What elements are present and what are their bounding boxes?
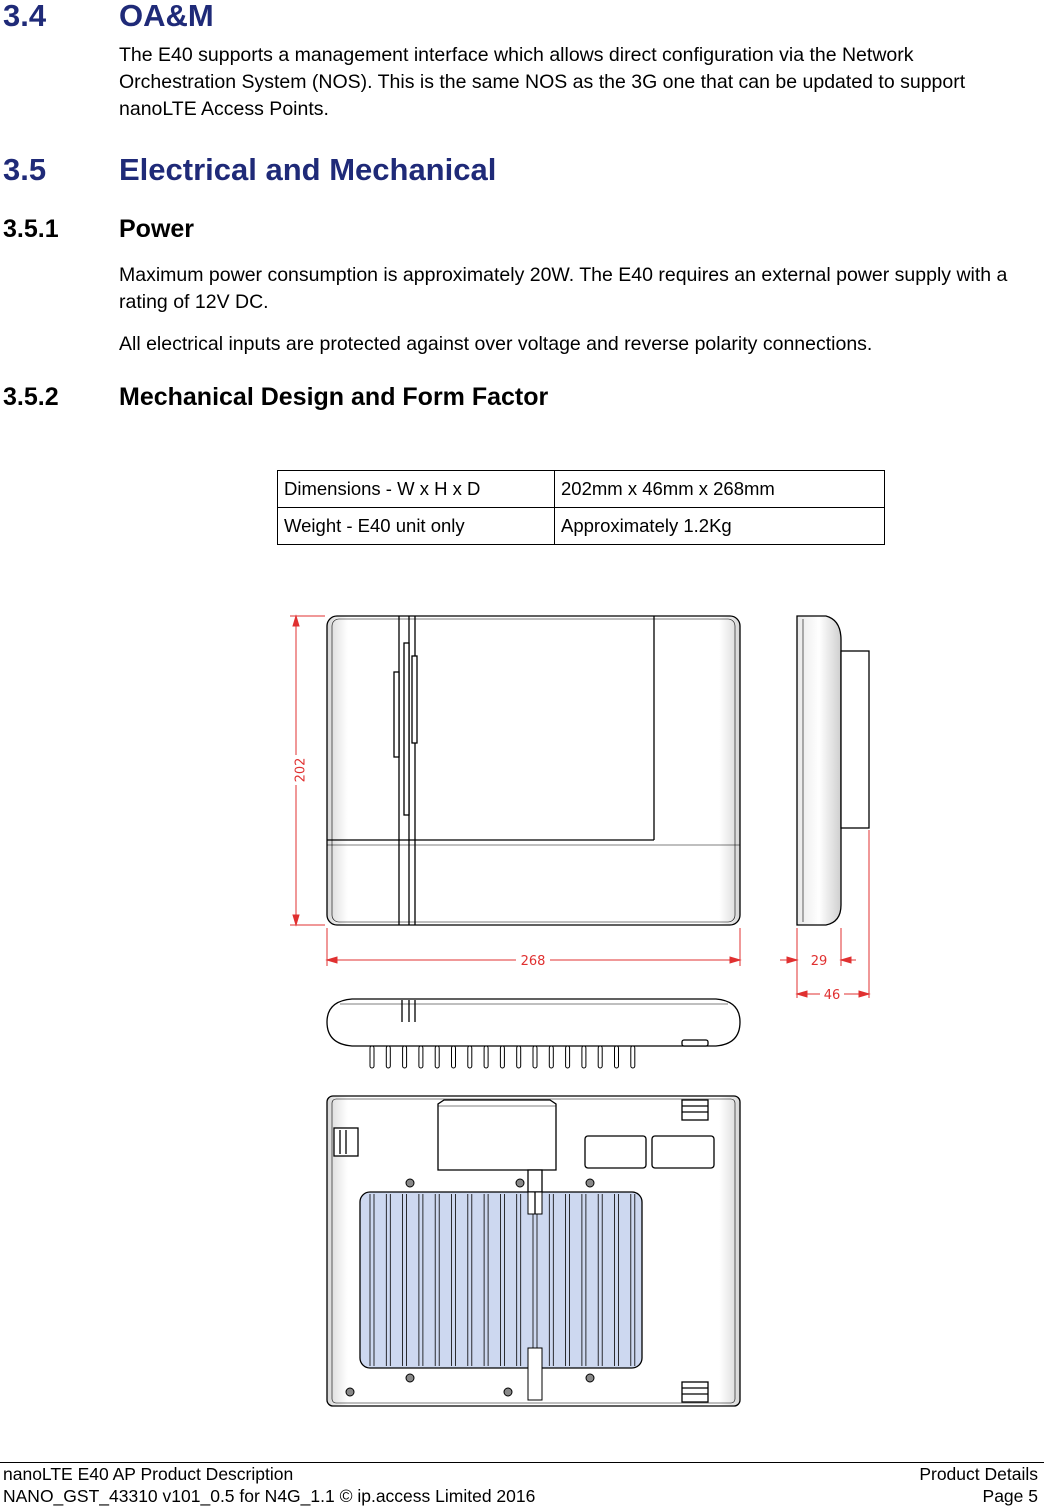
screw [586,1179,594,1187]
screw [586,1374,594,1382]
heatsink-fin [631,1046,635,1068]
heatsink-fin [370,1046,374,1068]
dimension-label-depth-total: 46 [823,988,841,1003]
table-cell-label: Dimensions - W x H x D [278,471,555,508]
side-view [797,616,869,925]
screw [406,1374,414,1382]
screw [516,1179,524,1187]
heatsink-fin [615,1046,619,1068]
heatsink-fins [370,1046,635,1068]
dimension-label-height: 202 [293,757,309,783]
heatsink-fin [484,1046,488,1068]
table-cell-value: 202mm x 46mm x 268mm [555,471,885,508]
section-number-3-5-2: 3.5.2 [3,383,59,411]
section-number-3-5: 3.5 [3,152,47,187]
screw [504,1388,512,1396]
footer-doc-title: nanoLTE E40 AP Product Description [3,1464,294,1484]
section-title-power: Power [119,215,195,243]
heatsink-fin [500,1046,504,1068]
footer-section: Product Details [919,1464,1038,1484]
screw [346,1388,354,1396]
heatsink-fin [403,1046,407,1068]
dimension-label-depth-body: 29 [810,954,828,969]
heatsink-fin [566,1046,570,1068]
oam-paragraph: The E40 supports a management interface which allows direct configuration via the Network Orchestration System (NOS). This is the same NOS as the 3G one that can be updated to support nanoLTE Access Points. [119,44,966,120]
footer-rule [0,1462,1044,1463]
heatsink-fin [582,1046,586,1068]
footer-doc-id: NANO_GST_43310 v101_0.5 for N4G_1.1 © ip.access Limited 2016 [3,1486,536,1506]
heatsink-fin [452,1046,456,1068]
heatsink-fin [468,1046,472,1068]
table-cell-label: Weight - E40 unit only [278,508,555,545]
section-number-3-4: 3.4 [3,0,47,33]
heatsink-fin [517,1046,521,1068]
footer-page-number: Page 5 [982,1486,1038,1506]
power-paragraph-1: Maximum power consumption is approximately 20W. The E40 requires an external power supply with a rating of 12V DC. [119,264,1008,313]
power-paragraph-2: All electrical inputs are protected against over voltage and reverse polarity connections. [119,333,873,355]
screw [406,1179,414,1187]
heatsink-fin [419,1046,423,1068]
edge-view [327,999,740,1068]
section-title-oam: OA&M [119,0,214,33]
dimension-label-width: 268 [520,954,546,969]
heatsink-fin [533,1046,537,1068]
heatsink-fin [549,1046,553,1068]
front-view [327,616,740,925]
table-cell-value: Approximately 1.2Kg [555,508,885,545]
section-number-3-5-1: 3.5.1 [3,215,59,243]
heatsink-fin [386,1046,390,1068]
heatsink-fin [598,1046,602,1068]
section-title-electrical: Electrical and Mechanical [119,152,497,187]
back-view [327,1096,740,1406]
heatsink-fin [435,1046,439,1068]
section-title-mechanical: Mechanical Design and Form Factor [119,383,549,411]
